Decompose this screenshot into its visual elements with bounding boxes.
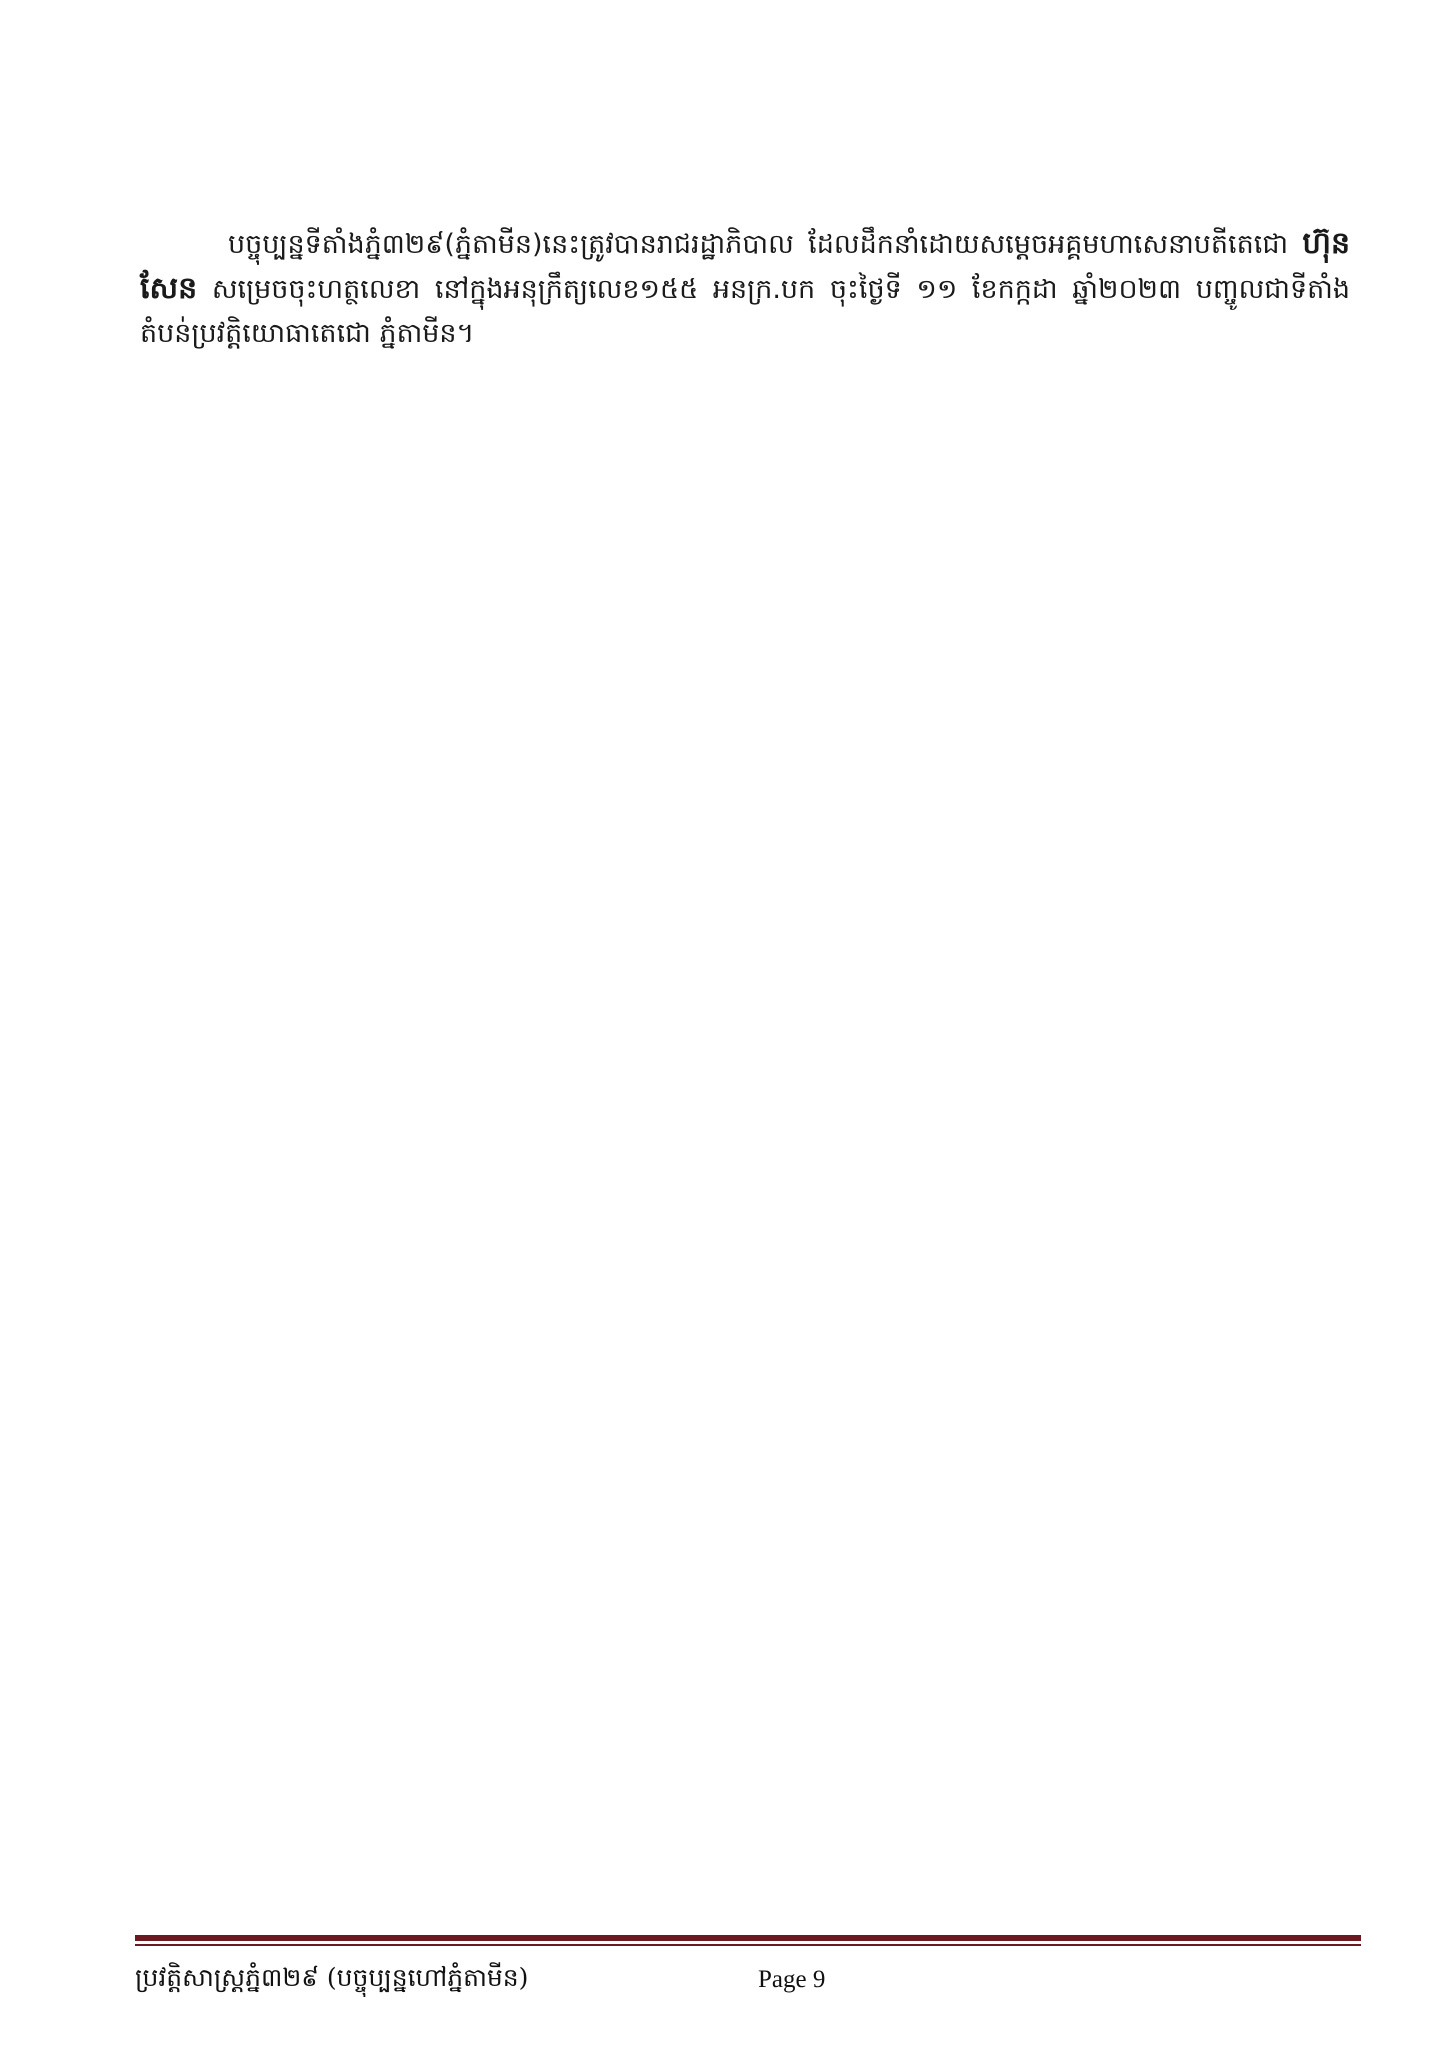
paragraph-text-part2: សម្រេចចុះហត្ថលេខា នៅក្នុងអនុក្រឹត្យលេខ១៥៥ អនក្រ.បក ចុះថ្ងៃទី ១១ ខែកក្កដា ឆ្នាំ២០២៣ បញ្ចូលជាទីតាំងតំបន់ប្រវត្តិយោធាតេជោ ភ្នំតាមីន។ <box>140 274 1350 349</box>
footer-document-title: ប្រវត្តិសាស្ត្រភ្នំ៣២៩ (បច្ចុប្បន្នហៅភ្នំតាមីន) <box>135 1963 529 1992</box>
footer-divider-thick <box>135 1935 1361 1941</box>
body-paragraph <box>140 222 1350 356</box>
paragraph-text-part1: បច្ចុប្បន្នទីតាំងភ្នំ៣២៩(ភ្នំតាមីន)នេះត្រូវបានរាជរដ្ឋាភិបាល ដែលដឹកនាំដោយសម្តេចអគ្គមហាសេនាបតីតេជោ <box>228 229 1303 260</box>
paragraph-bold-name: ហ៊ុន សែន <box>140 226 1350 306</box>
footer-divider-thin <box>135 1944 1361 1946</box>
footer-page-number: Page 9 <box>758 1966 826 1993</box>
